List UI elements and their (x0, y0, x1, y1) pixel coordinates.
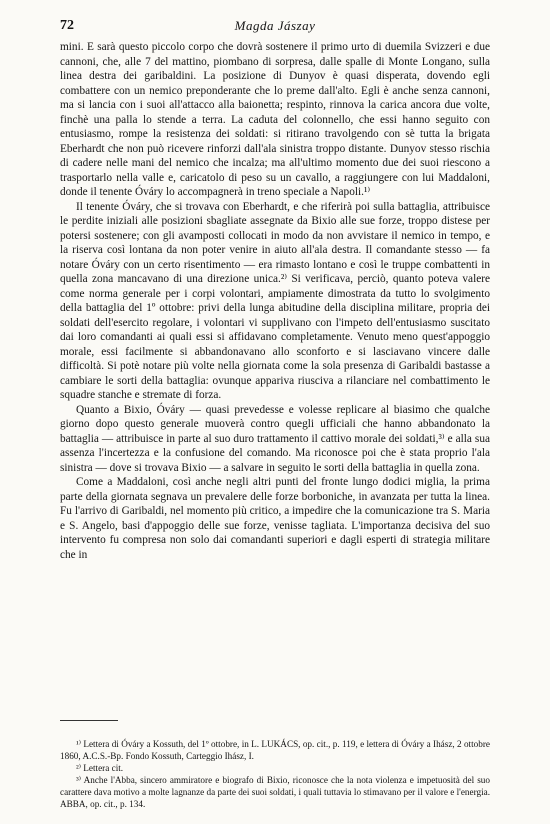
paragraph: Il tenente Óváry, che si trovava con Eberhardt, e che riferirà poi sulla battaglia, attribuisce le perdite iniziali alle posizioni sbagliate assegnate da Bixio alle sue forze, troppo distese per potersi sostenere; con gli avamposti collocati in modo da non avvistare il nemico in tempo, e la riserva così lontana da non poter venire in aiuto all'ala destra. Il comandante stesso — fa notare Óváry con un certo risentimento — era rimasto lontano e così le truppe combattenti in quella zona mancavano di una direzione unica.²⁾ Si verificava, perciò, quanto poteva valere come norma generale per i corpi volontari, ampiamente dimostrata da tutto lo svolgimento della battaglia del 1º ottobre: privi della lunga abitudine della disciplina militare, propria dei soldati dell'esercito regolare, i volontari vi supplivano con l'impeto dell'entusiasmo suscitato dai loro comandanti ai quali essi si affidavano completamente. Venuto meno quest'appoggio morale, essi facilmente si abbandonavano allo sconforto e si lasciavano vincere dalle difficoltà. Si potè notare più volte nella giornata come la sola presenza di Garibaldi bastasse a cambiare le sorti della battaglia: ovunque appariva riusciva a rilanciare nel combattimento le squadre stanche e stremate di forza. (60, 200, 490, 401)
running-head: Magda Jászay (234, 18, 316, 33)
paragraph: Quanto a Bixio, Óváry — quasi prevedesse e volesse replicare al biasimo che qualche giorno dopo questo generale muoverà contro quegli ufficiali che hanno abbandonato la battaglia — attribuisce in parte al suo duro trattamento il cattivo morale dei soldati,³⁾ e alla sua assenza l'incertezza e la confusione del comando. Ma riconosce poi che è stata proprio l'ala sinistra — dove si trovava Bixio — a salvare in seguito le sorti della battaglia in quella zona. (60, 403, 490, 474)
footnote: ¹⁾ Lettera di Óváry a Kossuth, del 1º ottobre, in L. LUKÁCS, op. cit., p. 119, e lettera di Óváry a Ihász, 2 ottobre 1860, A.C.S.-Bp. Fondo Kossuth, Carteggio Ihász, I. (60, 739, 490, 761)
footnote: ³⁾ Anche l'Abba, sincero ammiratore e biografo di Bixio, riconosce che la nota violenza e impetuosità del suo carattere dava motivo a molte lagnanze da parte dei suoi soldati, i quali tuttavia lo stimavano per il valore e l'energia. ABBA, op. cit., p. 134. (60, 775, 490, 809)
page-header (60, 18, 490, 38)
footnote: ²⁾ Lettera cit. (76, 763, 124, 773)
page-number: 72 (60, 18, 74, 33)
footnotes (60, 738, 490, 810)
main-text (60, 40, 490, 562)
paragraph: Come a Maddaloni, così anche negli altri punti del fronte lungo dodici miglia, la prima parte della giornata segnava un prevalere delle forze borboniche, in avanzata per tutta la linea. Fu l'arrivo di Garibaldi, nel momento più critico, a impedire che la comunicazione tra S. Maria e S. Angelo, basi d'appoggio delle sue forze, venisse tagliata. L'importanza decisiva del suo intervento fu compresa non solo dai comandanti superiori e dagli esperti di strategia militare che in (60, 476, 490, 561)
footnote-separator (60, 720, 118, 721)
paragraph: mini. E sarà questo piccolo corpo che dovrà sostenere il primo urto di duemila Svizzeri e due cannoni, che, alle 7 del mattino, piombano di sorpresa, dalle spalle di Monte Longano, sulla linea destra dei garibaldini. La posizione di Dunyov è quasi disperata, dovendo egli combattere con un nemico preponderante che lo preme dall'alto. Egli è anche senza cannoni, ma si lancia con i suoi all'attacco alla baionetta; respinto, rinnova la carica ancora due volte, finchè una palla lo stende a terra. La caduta del colonnello, che essi hanno seguito con entusiasmo, rompe la resistenza dei soldati: si ritirano travolgendo con sè tutta la brigata Eberhardt che non può ricevere rinforzi dall'ala sinistra troppo distante. Dunyov stesso rischia di cadere nelle mani del nemico che incalza; ma all'ultimo momento due dei suoi riescono a trasportarlo nella valle e, caricatolo di peso su un cavallo, a raggiungere con lui Maddaloni, donde il tenente Óváry lo accompagnerà in treno speciale a Napoli.¹⁾ (60, 41, 490, 198)
